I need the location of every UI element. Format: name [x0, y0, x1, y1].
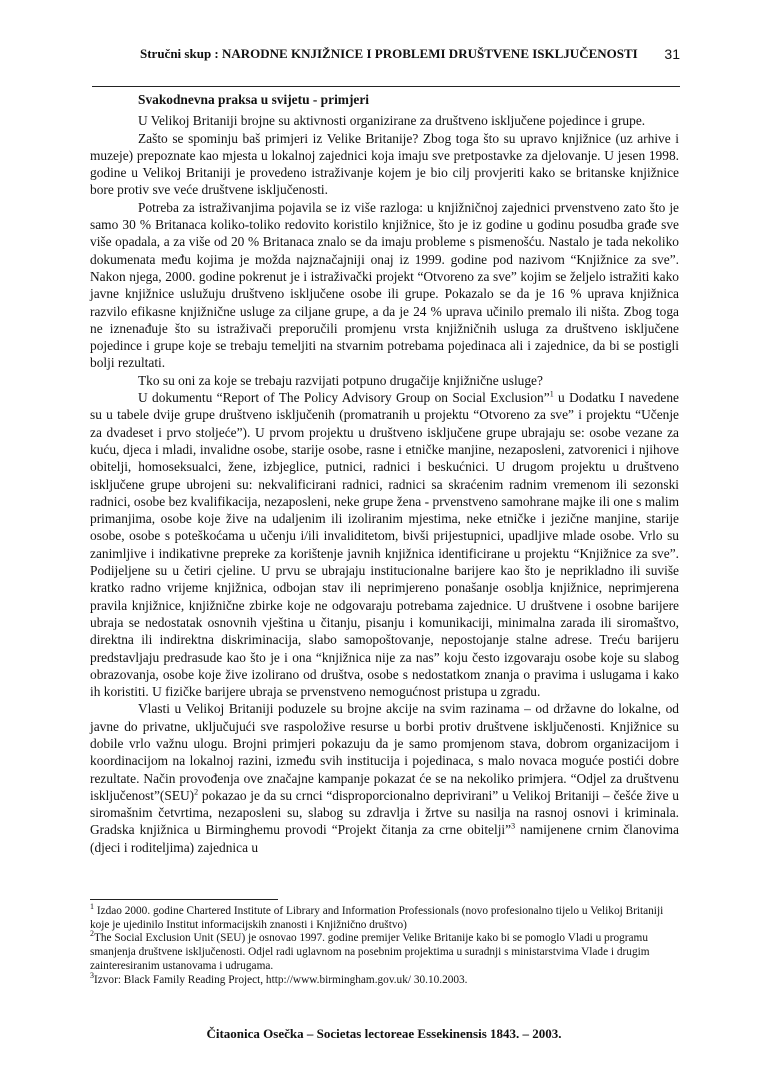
paragraph-6-middle: pokazao je da su crnci “disproporcionalno deprivirani” u Velikoj Britaniji – češće žive u siromašnim četvrtima, nezaposleni su, slabog su zdravlja i žrtve su nasilja na rasnoj osnovi i kriminala. Gradska knjižnica u Birminghemu provodi “Projekt čitanja za crne obitelji”	[90, 787, 679, 838]
paragraph-6-start: Vlasti u Velikoj Britaniji poduzele su brojne akcije na svim razinama – od državne do lokalne, od javne do privatne, uključujući sve raspoložive resurse u borbi protiv društvene isključenosti. Knjižnice su dobile vrlo važnu ulogu. Brojni primjeri pokazuju da je samo promjenom stava, dobrom organizacijom i koordinacijom na lokalnoj razini, između svih institucija i pojedinaca, s malo novaca moguće postići dobre rezultate. Način provođenja ove značajne kampanje pokazat će se na nekoliko primjera. “Odjel za društvenu isključenost”(SEU)	[90, 701, 679, 803]
page-footer: Čitaonica Osečka – Societas lectoreae Essekinensis 1843. – 2003.	[206, 1026, 562, 1041]
paragraph-4: Tko su oni za koje se trebaju razvijati potpuno drugačije knjižnične usluge?	[138, 372, 543, 388]
footnote-text: The Social Exclusion Unit (SEU) je osnovao 1997. godine premijer Velike Britanije kako bi se pomoglo Vladi u programu smanjenja društvene isključenosti. Odjel radi uglavnom na posebnim projektima u suradnji s ministarstvima Vlade i drugim zainteresiranim ustanovama i udrugama.	[90, 932, 650, 972]
header-rule	[92, 86, 680, 87]
paragraph-2: Zašto se spominju baš primjeri iz Velike Britanije? Zbog toga što su upravo knjižnice (uz arhive i muzeje) prepoznate kao mjesta u lokalnoj zajednici koja imaju sve pretpostavke za djelovanje. U jesen 1998. godine u Velikoj Britaniji je provedeno istraživanje kojem je bio cilj provjeriti kako se britanske knjižnice bore protiv sve veće društvene isključenosti.	[90, 130, 679, 198]
footnote-rule	[90, 899, 278, 900]
paragraph-1: U Velikoj Britaniji brojne su aktivnosti organizirane za društveno isključene pojedince i grupe.	[138, 113, 646, 129]
paragraph-5	[90, 389, 679, 700]
section-heading: Svakodnevna praksa u svijetu - primjeri	[138, 92, 370, 107]
page-number: 31	[664, 46, 680, 62]
footnote-ref-2[interactable]: 2	[194, 787, 199, 797]
footnote-number: 2	[90, 929, 94, 939]
footnote-number: 3	[90, 970, 94, 980]
footnote-1	[90, 902, 679, 932]
running-title: Stručni skup : NARODNE KNJIŽNICE I PROBLEMI DRUŠTVENE ISKLJUČENOSTI	[140, 46, 638, 61]
footnote-text: Izdao 2000. godine Chartered Institute of Library and Information Professionals (novo profesionalno tijelo u Velikoj Britaniji koje je ujedinilo Institut informacijskih znanosti i Knjižnično društvo)	[90, 905, 664, 931]
footnotes	[90, 902, 679, 987]
paragraph-5-rest: u Dodatku I navedene su u tabele dvije grupe društveno isključenih (promatranih u projektu “Otvoreno za sve” i projektu “Učenje za dvadeset i prvo stoljeće”). U prvom projektu u društveno isključene grupe ubrajaju se: osobe vezane za kuću, djeca i mladi, invalidne osobe, starije osobe, rasne i etničke manjine, nezaposleni, zatvorenici i njihove obitelji, homoseksualci, žene, izbjeglice, putnici, radnici i beskućnici. U drugom projektu u društveno isključene grupe ubrojeni su: nekvalificirani radnici, radnici sa skraćenim radnim vremenom ili sezonski radnici, osobe bez kvalifikacija, nezaposleni, neke grupe žena - prvenstveno samohrane majke ili one s malim primanjima, osobe koje žive na udaljenim ili izoliranim mjestima, neke etničke i jezične manjine, starije osobe, osobe s poteškoćama u učenju i/ili invaliditetom, bivši prijestupnici, upadljive mlade osobe. Vrlo su zanimljive i indikativne prepreke za korištenje javnih knjižnica identificirane u projektu “Knjižnice za sve”. Podijeljene su u četiri cjeline. U prvu se ubrajaju institucionalne barijere kao što je neprikladno ili suviše kratko radno vrijeme knjižnica, odbojan stav ili neprimjereno ponašanje osoblja knjižnice, neprimjerena pravila knjižnice, knjižnične zbirke koje ne odgovaraju potrebama zajednice. U društvene i osobne barijere ubraja se nedostatak osnovnih vještina u čitanju, pisanju i komunikaciji, minimalna zarada ili siromaštvo, direktna ili indirektna diskriminacija, slabo samopoštovanje, nepostojanje stalne adrese. Treću barijeru predstavljaju predrasude kao što je i ona “knjižnica nije za nas” koju često izgovaraju osobe koje su slabog obrazovanja, osobe koje žive izolirano od društva, osobe s nedostatkom znanja o pravima i uslugama i kako ih koristiti. U fizičke barijere ubraja se prvenstveno nemogućnost pristupa u zgradu.	[90, 390, 680, 700]
paragraph-6-end: namijenene crnim članovima (djeci i roditeljima) zajednica u	[90, 822, 679, 855]
footnote-ref-3[interactable]: 3	[511, 822, 516, 831]
paragraph-3: Potreba za istraživanjima pojavila se iz više razloga: u knjižničnoj zajednici prvenstveno zato što je samo 30 % Britanaca koliko-toliko redovito koristilo knjižnice, što je iz godine u godinu posudba građe sve više opadala, a za više od 20 % Britanaca znalo se da imaju probleme s pismenošću. Nastalo je tada nekoliko dokumenata među kojima je možda najznačajniji onaj iz 1999. godine pod nazivom “Knjižnice za sve”. Nakon njega, 2000. godine pokrenut je i istraživački projekt “Otvoreno za sve” kojim se željelo istražiti kako javne knjižnice uslužuju društveno isključene osobe ili grupe. Pokazalo se da je 16 % uprava knjižnica razvilo efikasne knjižnične usluge za ciljane grupe, a da je 24 % uprava učinilo premalo ili ništa. Zbog toga ne iznenađuje što su istraživači preporučili promjenu vrsta knjižničnih usluga za društveno isključene pojedince i grupe koje se trebaju temeljiti na stvarnim potrebama pojedinaca ali i zajednice, da bi se postigli bolji rezultati.	[90, 199, 679, 371]
footnote-2	[90, 929, 679, 973]
paragraph-5-start: U dokumentu “Report of The Policy Advisory Group on Social Exclusion”	[138, 390, 550, 406]
paragraph-6	[90, 700, 679, 856]
body-text	[90, 91, 679, 856]
footnote-3	[90, 970, 679, 988]
footnote-text: Izvor: Black Family Reading Project, http://www.birmingham.gov.uk/ 30.10.2003.	[94, 973, 468, 986]
footnote-ref-1[interactable]: 1	[549, 389, 554, 399]
running-header	[90, 46, 680, 66]
footnote-number: 1	[90, 902, 94, 912]
